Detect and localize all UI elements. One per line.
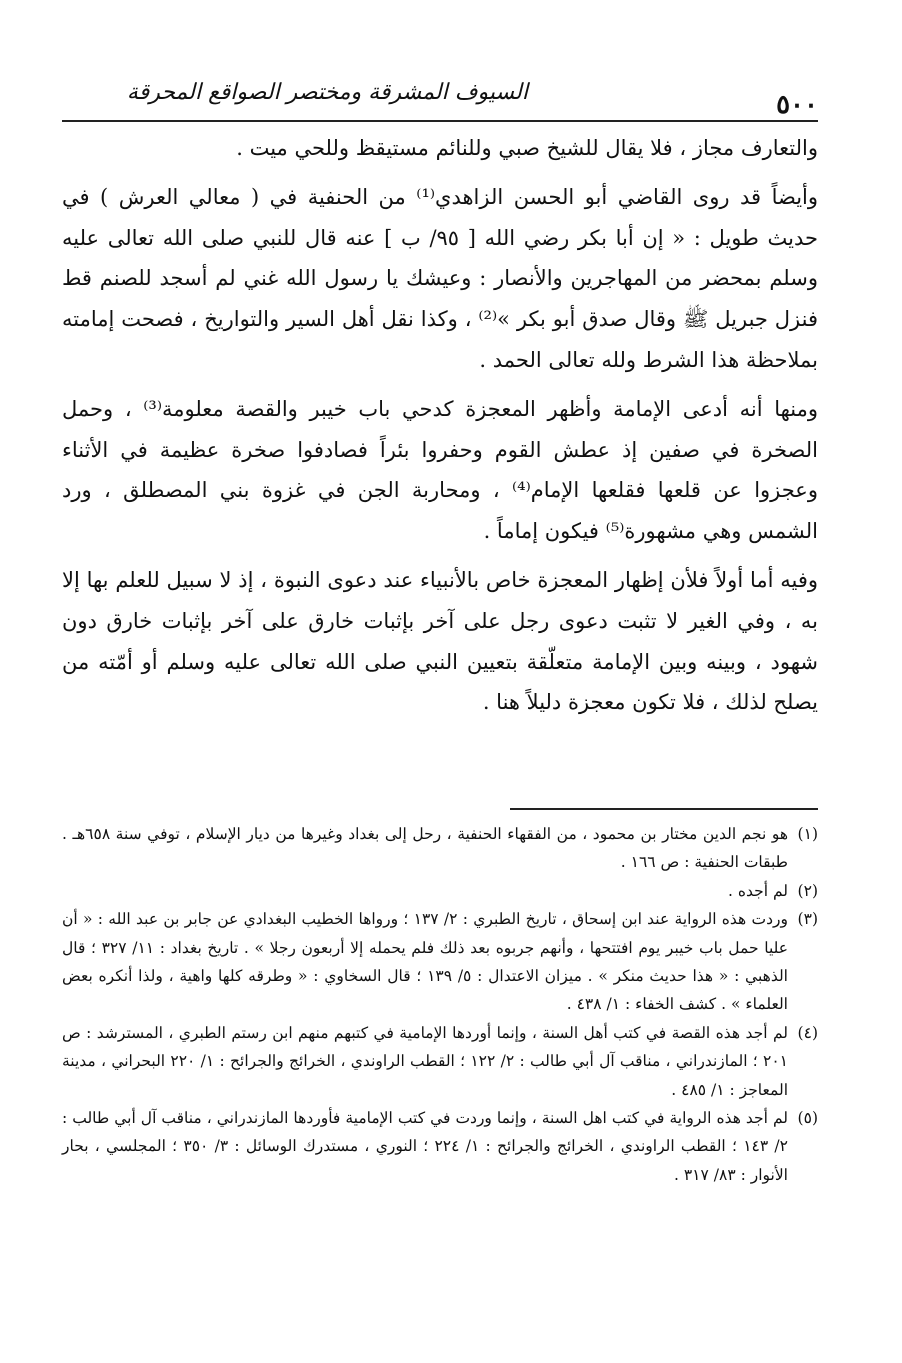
- main-text: [62, 128, 818, 723]
- paragraph: والتعارف مجاز ، فلا يقال للشيخ صبي وللنائم مستيقظ وللحي ميت .: [236, 136, 818, 160]
- paragraph: وأيضاً قد روى القاضي أبو الحسن الزاهدي⁽¹⁾ من الحنفية في ( معالي العرش ) في حديث طويل : « إن أبا بكر رضي الله [ ٩٥/ ب ] عنه قال للنبي صلى الله تعالى عليه وسلم بمحضر من المهاجرين والأنصار : وعيشك يا رسول الله غني لم أسجد للصنم قط فنزل جبريل ﷺ وقال صدق أبو بكر »⁽²⁾ ، وكذا نقل أهل السير والتواريخ ، فصحت إمامته بملاحظة هذا الشرط ولله تعالى الحمد .: [62, 184, 819, 372]
- paragraph: ومنها أنه أدعى الإمامة وأظهر المعجزة كدحي باب خيبر والقصة معلومة⁽³⁾ ، وحمل الصخرة في صفين إذ عطش القوم وحفروا بئراً فصادفوا صخرة عظيمة في الأثناء وعجزوا عن قلعها فقلعها الإمام⁽⁴⁾ ، ومحاربة الجن في غزوة بني المصطلق ، ورد الشمس وهي مشهورة⁽⁵⁾ فيكون إماماً .: [62, 396, 819, 544]
- footnote-number: (١): [797, 825, 818, 843]
- footnotes: [62, 820, 818, 1189]
- paragraph: وفيه أما أولاً فلأن إظهار المعجزة خاص بالأنبياء عند دعوى النبوة ، إذ لا سبيل للعلم بها إلا به ، وفي الغير لا تثبت دعوى رجل على آخر بإثبات خارق على آخر بإثبات خارق دون شهود ، وبينه وبين الإمامة متعلّقة بتعيين النبي صلى الله تعالى عليه وسلم أو أمّته من يصلح لذلك ، فلا تكون معجزة دليلاً هنا .: [62, 567, 818, 715]
- footnote-number: (٣): [797, 910, 818, 929]
- footnote: [62, 1019, 818, 1104]
- page-header: [62, 78, 818, 122]
- footnote-number: (٥): [797, 1109, 818, 1128]
- footnote-divider: [510, 808, 818, 810]
- footnote-text: لم أجد هذه القصة في كتب أهل السنة ، وإنما أوردها الإمامية في كتبهم منهم ابن رستم الطبري ، المسترشد : ص ٢٠١ ؛ المازندراني ، مناقب آل أبي طالب : ٢/ ١٢٢ ؛ القطب الراوندي ، الخرائج والجرائح : ١/ ٢٢٠ البحراني ، مدينة المعاجز : ١/ ٤٨٥ .: [62, 1023, 788, 1099]
- page-number: ٥٠٠: [776, 90, 818, 120]
- footnote: [62, 1104, 818, 1189]
- footnote-text: هو نجم الدين مختار بن محمود ، من الفقهاء الحنفية ، رحل إلى بغداد وغيرها من ديار الإسلام ، توفي سنة ٦٥٨هـ . طبقات الحنفية : ص ١٦٦ .: [62, 825, 788, 872]
- footnote-text: وردت هذه الرواية عند ابن إسحاق ، تاريخ الطبري : ٢/ ١٣٧ ؛ ورواها الخطيب البغدادي عن جابر بن عبد الله : « أن عليا حمل باب خيبر يوم افتتحها ، وأنهم جربوه بعد ذلك فلم يحمله إلا أربعون رجلا » . تاريخ بغداد : ١١/ ٣٢٧ ؛ قال الذهبي : « هذا حديث منكر » . ميزان الاعتدال : ٥/ ١٣٩ ؛ قال السخاوي : « وطرقه كلها واهية ، ولذا أنكره بعض العلماء » . كشف الخفاء : ١/ ٤٣٨ .: [62, 910, 788, 1014]
- footnote: [62, 877, 818, 905]
- footnote-text: لم أجده .: [728, 881, 788, 900]
- running-title: السيوف المشرقة ومختصر الصواقع المحرقة: [126, 80, 528, 105]
- footnote: [62, 905, 818, 1019]
- footnote: [62, 820, 818, 877]
- footnote-number: (٤): [797, 1023, 818, 1042]
- footnote-text: لم أجد هذه الرواية في كتب اهل السنة ، وإنما وردت في كتب الإمامية فأوردها المازندراني ، مناقب آل أبي طالب : ٢/ ١٤٣ ؛ القطب الراوندي ، الخرائج والجرائح : ١/ ٢٢٤ ؛ النوري ، مستدرك الوسائل : ٣/ ٣٥٠ ؛ المجلسي ، بحار الأنوار : ٨٣/ ٣١٧ .: [62, 1109, 788, 1184]
- footnote-number: (٢): [797, 881, 818, 900]
- header-divider: [62, 120, 818, 122]
